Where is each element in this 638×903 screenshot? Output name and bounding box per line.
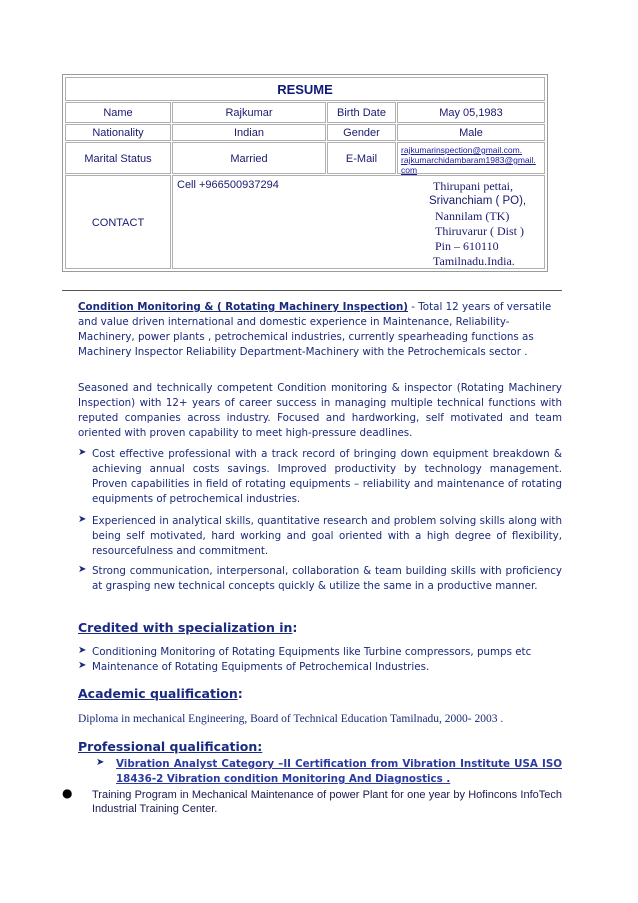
- arrow-bullet-icon: ➤: [78, 447, 87, 458]
- contact-details: [172, 175, 545, 269]
- bullet-text: Experienced in analytical skills, quantitative research and problem solving skills along with being self motivated, hard working and goal oriented with a high degree of flexibility, resourcefulness and commitment.: [92, 515, 562, 557]
- address-line: Nannilam (TK): [435, 209, 510, 223]
- strength-bullet: [78, 514, 562, 559]
- strength-bullet: [78, 564, 562, 594]
- address-line: Pin – 610110: [435, 239, 499, 253]
- bullet-text: Strong communication, interpersonal, collaboration & team building skills with proficiency at grasping new technical concepts quickly & utilize the same in a productive manner.: [92, 565, 562, 592]
- email-line-3: com: [401, 165, 418, 175]
- strength-bullet: [78, 447, 562, 507]
- cell-number: Cell +966500937294: [177, 179, 279, 191]
- academic-detail: Diploma in mechanical Engineering, Board of Technical Education Tamilnadu, 2000- 2003 .: [78, 713, 504, 725]
- resume-title: RESUME: [65, 77, 545, 101]
- name-value: Rajkumar: [172, 102, 326, 123]
- specialization-item: [78, 645, 562, 660]
- birth-date-value: May 05,1983: [397, 102, 545, 123]
- certification-item: [96, 757, 562, 787]
- resume-header-table: [62, 74, 548, 272]
- name-label: Name: [65, 102, 171, 123]
- nationality-label: Nationality: [65, 124, 171, 141]
- marital-status-label: Marital Status: [65, 142, 171, 174]
- summary-lead-heading: Condition Monitoring & ( Rotating Machinery Inspection): [78, 301, 408, 313]
- specialization-heading-text: Credited with specialization in: [78, 620, 293, 635]
- arrow-bullet-icon: ➤: [78, 514, 87, 525]
- email-label: E-Mail: [327, 142, 396, 174]
- nationality-value: Indian: [172, 124, 326, 141]
- email-line-1: rajkumarinspection@gmail.com.: [401, 145, 523, 155]
- email-value[interactable]: [397, 142, 545, 174]
- academic-heading-text: Academic qualification: [78, 686, 238, 701]
- bullet-text: Conditioning Monitoring of Rotating Equipments like Turbine compressors, pumps etc: [92, 646, 532, 658]
- marital-status-value: Married: [172, 142, 326, 174]
- bullet-text: Cost effective professional with a track record of bringing down equipment breakdown & achieving annual costs savings. Improved productivity by technology management. Proven capabilities in field of rotating equipments – reliability and maintenance of rotating equipments of petrochemical industries.: [92, 448, 562, 505]
- training-item: Training Program in Mechanical Maintenance of power Plant for one year by Hofincons InfoTech Industrial Training Center.: [92, 789, 562, 815]
- academic-colon: :: [237, 686, 243, 701]
- specialization-colon: :: [292, 620, 298, 635]
- bullet-dot-icon: ●: [62, 786, 73, 800]
- gender-label: Gender: [327, 124, 396, 141]
- address-line: Thirupani pettai,: [433, 179, 513, 193]
- academic-heading: [78, 686, 243, 701]
- summary-paragraph: [78, 300, 562, 360]
- address-line: Tamilnadu.India.: [433, 254, 515, 268]
- bullet-text: Maintenance of Rotating Equipments of Petrochemical Industries.: [92, 661, 430, 673]
- arrow-bullet-icon: ➤: [78, 660, 87, 671]
- section-divider: [62, 290, 562, 291]
- birth-date-label: Birth Date: [327, 102, 396, 123]
- address-line: Srivanchiam ( PO),: [429, 195, 527, 207]
- gender-value: Male: [397, 124, 545, 141]
- address-line: Thiruvarur ( Dist ): [435, 224, 524, 238]
- specialization-heading: [78, 620, 297, 635]
- summary-lead-text: - Total 12 years of versatile and value driven international and domestic experience in Maintenance, Reliability-Machinery, power plants , petrochemical industries, currently spearheading functions as Machinery Inspector Reliability Department-Machinery with the Petrochemicals sector .: [78, 301, 552, 358]
- certification-text: Vibration Analyst Category –II Certification from Vibration Institute USA ISO 18436-2 Vibration condition Monitoring And Diagnostics .: [116, 758, 562, 785]
- postal-address: [429, 179, 526, 269]
- contact-label: CONTACT: [65, 175, 171, 269]
- arrow-bullet-icon: ➤: [96, 757, 105, 768]
- professional-heading: Professional qualification:: [78, 739, 263, 754]
- email-line-2: rajkumarchidambaram1983@gmail.: [401, 155, 536, 165]
- specialization-item: [78, 660, 562, 675]
- arrow-bullet-icon: ➤: [78, 645, 87, 656]
- arrow-bullet-icon: ➤: [78, 564, 87, 575]
- summary-paragraph-2: Seasoned and technically competent Condition monitoring & inspector (Rotating Machinery Inspection) with 12+ years of career success in managing multiple technical functions with reputed companies across industry. Focused and hardworking, self motivated and team oriented with proven capability to meet high-pressure deadlines.: [78, 382, 562, 439]
